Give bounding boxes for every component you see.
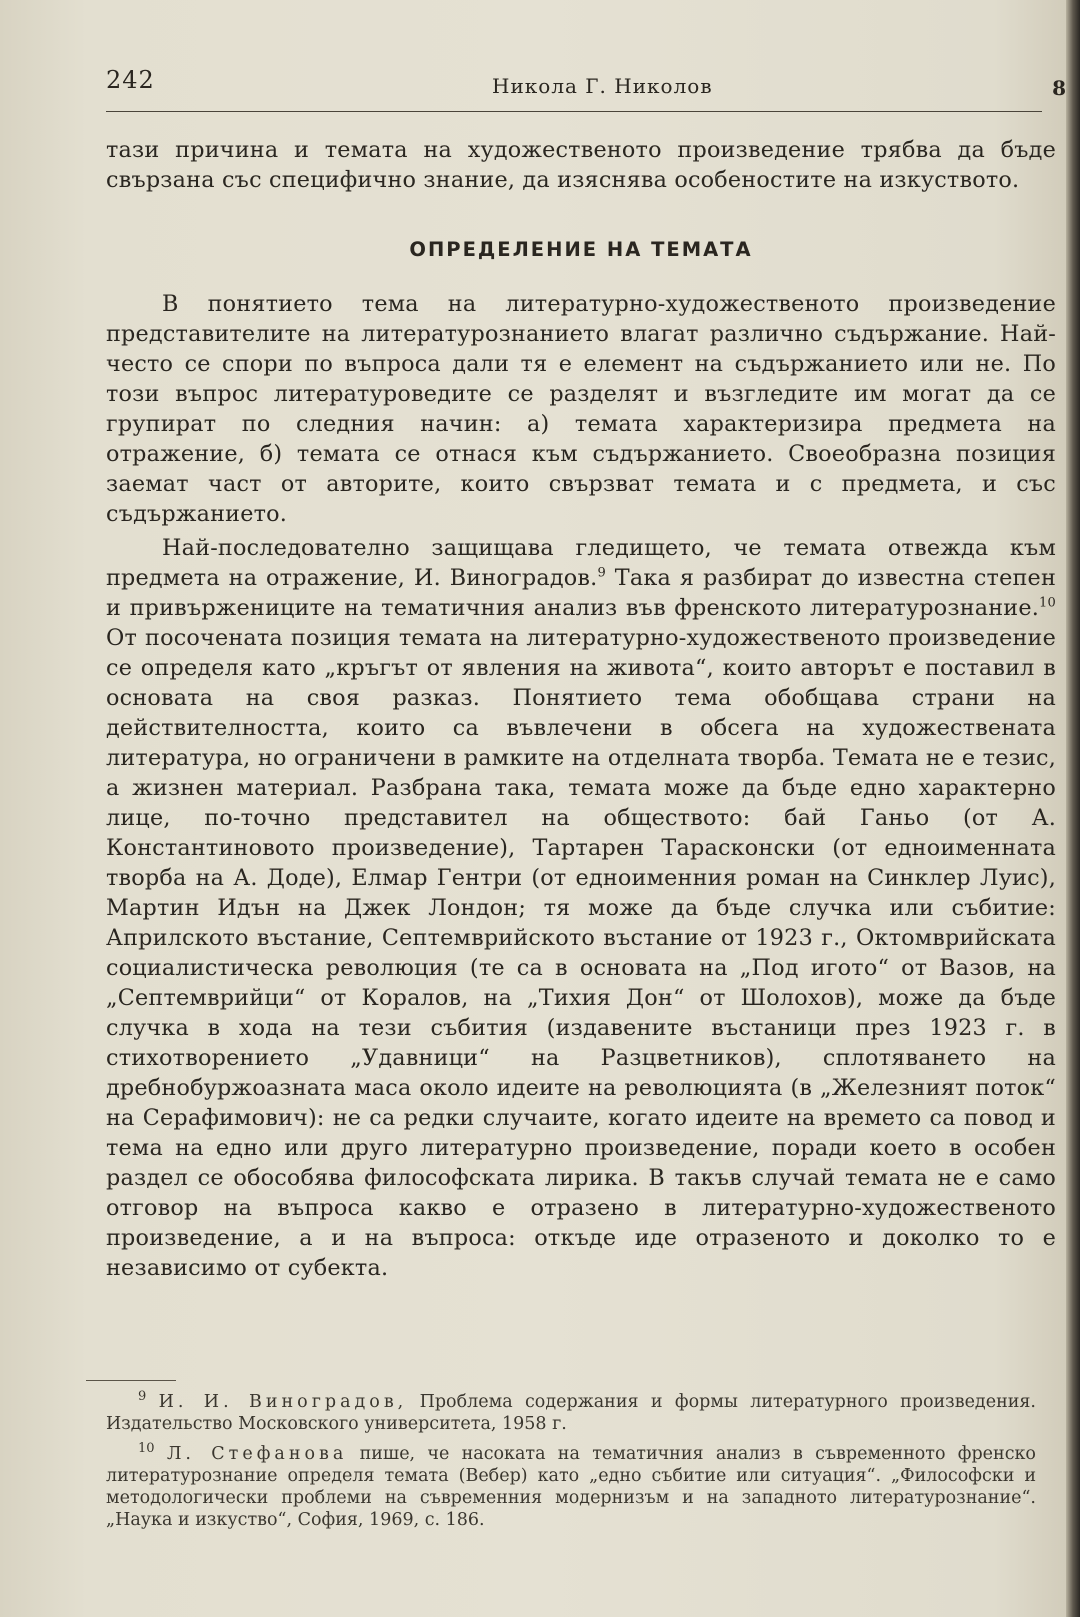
paragraph-1: В понятието тема на литературно-художественото произведение представителите на литературознанието влагат различно съдържание. Най-често се спори по въпроса дали тя е елемент на съдържанието или не. По този въпрос литературоведите се разделят и възгледите им могат да се групират по следния начин: а) темата характеризира предмета на отражение, б) темата се отнася към съдържанието. Своеобразна позиция заемат част от авторите, които свързват темата и с предмета, и със съдържанието. bbox=[106, 291, 1056, 527]
footnote-text: Проблема содержания и формы литературного произведения. Издательство Московского университета, 1958 г. bbox=[106, 1392, 1036, 1434]
header-rule bbox=[106, 111, 1042, 112]
footnotes bbox=[106, 1380, 1036, 1539]
footnote-text: пише, че насоката на тематичния анализ в съвременното френско литературознание определя темата (Вебер) като „едно събитие или ситуация“. „Философски и методологически проблеми на съвременния модернизъм и на западното литературознание“. „Наука и изкуство“, София, 1969, с. 186. bbox=[106, 1444, 1036, 1530]
footnote-ref-10[interactable]: 10 bbox=[1039, 595, 1056, 611]
paragraph-2-part-2: Така я разбират до известна степен и привържениците на тематичния анализ във френското литературознание. bbox=[106, 565, 1057, 621]
footnote-number: 9 bbox=[138, 1389, 147, 1405]
footnote-10 bbox=[106, 1443, 1036, 1531]
footnote-number: 10 bbox=[138, 1441, 155, 1457]
footnote-author: И. И. Виноградов, bbox=[158, 1392, 408, 1412]
intro-paragraph: тази причина и темата на художественото произведение трябва да бъде свързана със специфично знание, да изяснява особеностите на изкуството. bbox=[106, 137, 1056, 193]
footnote-rule bbox=[86, 1380, 176, 1381]
running-title: Никола Г. Николов bbox=[492, 74, 713, 98]
section-heading: ОПРЕДЕЛЕНИЕ НА ТЕМАТА bbox=[409, 238, 753, 261]
book-spine-shadow bbox=[1066, 0, 1080, 1617]
body-text bbox=[106, 135, 1056, 1283]
corner-mark: 8 bbox=[1052, 76, 1066, 100]
paragraph-2-part-3: От посочената позиция темата на литературно-художественото произведение се определя като „кръгът от явления на живота“, които авторът е поставил в основата на своя разказ. Понятието тема обобщава страни на действителността, които са въвлечени в обсега на художествената литература, но ограничени в рамките на отделната творба. Темата не е тезис, а жизнен материал. Разбрана така, темата може да бъде едно характерно лице, по-точно представител на обществото: бай Ганьо (от А. Константиновото произведение), Тартарен Тарасконски (от едноименната творба на А. Доде), Елмар Гентри (от едноименния роман на Синклер Луис), Мартин Идън на Джек Лондон; тя може да бъде случка или събитие: Априлското въстание, Септемврийското въстание от 1923 г., Октомврийската социалистическа революция (те са в основата на „Под игото“ от Вазов, на „Септемврийци“ от Коралов, на „Тихия Дон“ от Шолохов), може да бъде случка в хода на тези събития (издавените въстаници през 1923 г. в стихотворението „Удавници“ на Разцветников), сплотяването на дребнобуржоазната маса около идеите на революцията (в „Железният поток“ на Серафимович): не са редки случаите, когато идеите на времето са повод и тема на едно или друго литературно произведение, поради което в особен раздел се обособява философската лирика. В такъв случай темата не е само отговор на въпроса какво е отразено в литературно-художественото произведение, а и на въпроса: откъде иде отразеното и доколко то е независимо от субекта. bbox=[106, 625, 1056, 1281]
page-header bbox=[106, 64, 1066, 114]
page-number: 242 bbox=[106, 66, 155, 94]
paragraph-2-part-1: Най-последователно защищава гледището, че темата отвежда към предмета на отражение, И. Виноградов. bbox=[106, 535, 1056, 591]
footnote-ref-9[interactable]: 9 bbox=[597, 565, 606, 581]
footnote-author: Л. Стефанова bbox=[166, 1444, 348, 1464]
paragraph-2 bbox=[106, 533, 1056, 1283]
footnote-9 bbox=[106, 1391, 1036, 1435]
